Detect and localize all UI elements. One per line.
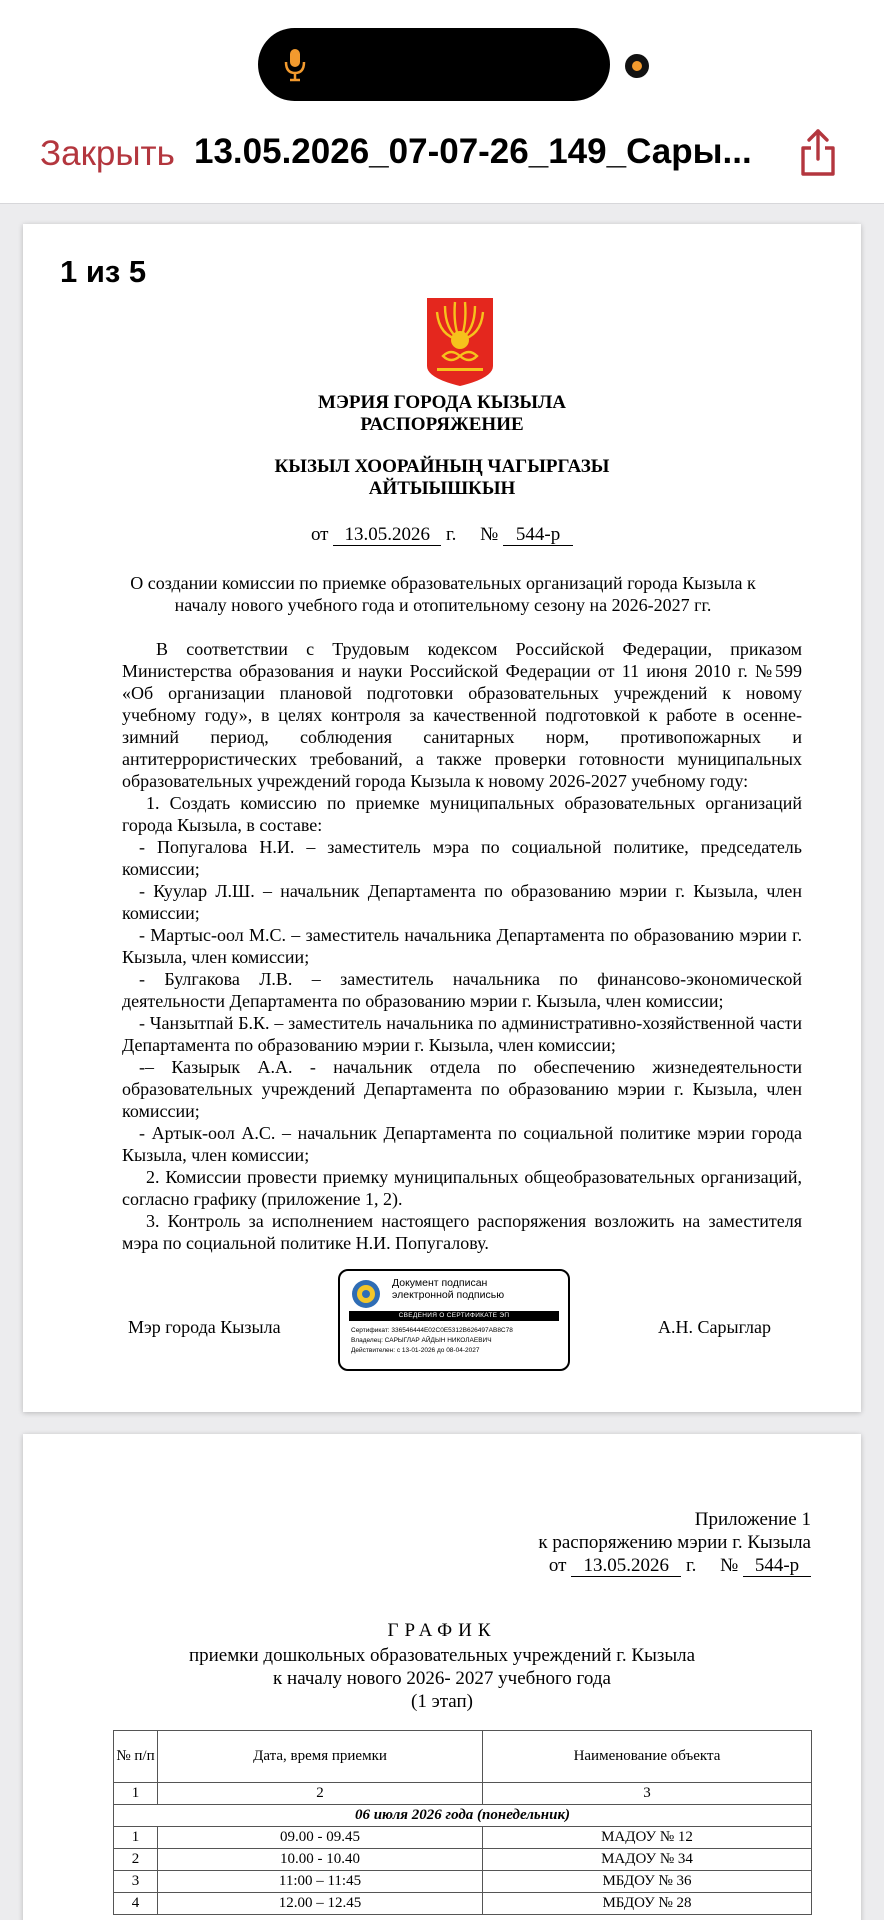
- esig-validity: Действителен: с 13-01-2026 до 08-04-2027: [351, 1347, 480, 1354]
- preamble-paragraph: В соответствии с Трудовым кодексом Российской Федерации, приказом Министерства образования и науки Российской Федерации от 11 июня 2010 г. №599 «Об организации плановой подготовки образовательных учреждений к новому учебному году», в целях контроля за качественной подготовкой к работе в осенне-зимний период, соблюдения санитарных норм, противопожарных и антитеррористических требований, а также проверки готовности муниципальных образовательных учреждений города Кызыла к новому 2026-2027 учебному году:: [122, 639, 802, 791]
- appendix-date: 13.05.2026: [571, 1556, 681, 1577]
- table-colnum-row: 1 2 3: [114, 1783, 812, 1805]
- date-number-line: [23, 524, 861, 546]
- table-header-row: [114, 1731, 812, 1783]
- issuer-heading-tuvan: [23, 456, 861, 500]
- signer-title: Мэр города Кызыла: [128, 1317, 281, 1337]
- order-item: 3. Контроль за исполнением настоящего распоряжения возложить на заместителя мэра по социальной политике Н.И. Попугалову.: [122, 1211, 802, 1253]
- esig-band: СВЕДЕНИЯ О СЕРТИФИКАТЕ ЭП: [349, 1311, 559, 1321]
- esig-title: Документ подписан электронной подписью: [392, 1277, 505, 1301]
- esig-certificate: Сертификат: 336546444E02C0E5312B626497AB8C78: [351, 1327, 513, 1334]
- document-title: 13.05.2026_07-07-26_149_Сары...: [194, 132, 752, 171]
- electronic-signature-stamp: [338, 1269, 570, 1371]
- order-subject: О создании комиссии по приемке образовательных организаций города Кызыла к началу нового учебного года и отопительному сезону на 2026-2027 гг.: [130, 573, 756, 615]
- appendix-reference: к распоряжению мэрии г. Кызыла: [538, 1532, 811, 1553]
- document-page-1[interactable]: [23, 224, 861, 1412]
- schedule-title: ГРАФИК: [387, 1620, 497, 1641]
- member-item: - Куулар Л.Ш. – начальник Департамента по образованию мэрии г. Кызыла, член комиссии;: [122, 881, 802, 923]
- member-item: - Булгакова Л.В. – заместитель начальника по финансово-экономической деятельности Департамента по образованию мэрии г. Кызыла, член комиссии;: [122, 969, 802, 1011]
- number-prefix: №: [480, 524, 499, 545]
- member-item: - Мартыс-оол М.С. – заместитель начальника Департамента по образованию мэрии г. Кызыла, член комиссии;: [122, 925, 802, 967]
- schedule-table: [113, 1730, 812, 1915]
- appendix-number: 544-р: [743, 1556, 811, 1577]
- share-icon[interactable]: [798, 128, 838, 178]
- org-name-tuvan: КЫЗЫЛ ХООРАЙНЫҢ ЧАГЫРГАЗЫ: [274, 456, 610, 477]
- member-item: -– Казырык А.А. - начальник отдела по обеспечению жизнедеятельности образовательных учреждений Департамента по образованию мэрии г. Кызыла, член комиссии;: [122, 1057, 802, 1121]
- order-body: [122, 638, 802, 1254]
- city-emblem-icon: [425, 296, 495, 388]
- col-header-number: № п/п: [114, 1731, 158, 1783]
- page-counter: 1 из 5: [60, 254, 147, 289]
- member-item: - Артык-оол А.С. – начальник Департамента по социальной политике мэрии города Кызыла, член комиссии;: [122, 1123, 802, 1165]
- order-item: 1. Создать комиссию по приемке муниципальных образовательных организаций города Кызыла, в составе:: [122, 793, 802, 835]
- member-item: - Попугалова Н.И. – заместитель мэра по социальной политике, председатель комиссии;: [122, 837, 802, 879]
- microphone-icon: [284, 48, 306, 82]
- viewer-toolbar: [0, 0, 884, 204]
- col-header-object: Наименование объекта: [483, 1731, 812, 1783]
- table-row: 3 11:00 – 11:45 МБДОУ № 36: [114, 1871, 812, 1893]
- col-header-date: Дата, время приемки: [158, 1731, 483, 1783]
- date-suffix: г.: [446, 524, 457, 545]
- appendix-header: [538, 1508, 811, 1577]
- table-day-row: 06 июля 2026 года (понедельник): [114, 1805, 812, 1827]
- schedule-subtitle: приемки дошкольных образовательных учреждений г. Кызыла к началу нового 2026- 2027 учебного года (1 этап): [188, 1645, 696, 1712]
- signer-name: А.Н. Сарыглар: [658, 1317, 772, 1337]
- republic-emblem-icon: [351, 1278, 381, 1310]
- table-row: 2 10.00 - 10.40 МАДОУ № 34: [114, 1849, 812, 1871]
- date-prefix: от: [310, 524, 329, 545]
- dynamic-island: [258, 28, 610, 101]
- appendix-date-line: от 13.05.2026 г. № 544-р: [538, 1554, 811, 1577]
- order-item: 2. Комиссии провести приемку муниципальных общеобразовательных организаций, согласно графику (приложение 1, 2).: [122, 1167, 802, 1209]
- member-item: - Чанзытпай Б.К. – заместитель начальника по административно-хозяйственной части Департамента по образованию мэрии г. Кызыла, член комиссии;: [122, 1013, 802, 1055]
- esig-owner: Владелец: САРЫГЛАР АЙДЫН НИКОЛАЕВИЧ: [351, 1337, 492, 1344]
- table-row: 1 09.00 - 09.45 МАДОУ № 12: [114, 1827, 812, 1849]
- recording-indicator-icon: [625, 54, 649, 78]
- order-date: 13.05.2026: [333, 525, 441, 546]
- issuer-heading: [23, 392, 861, 436]
- org-name: МЭРИЯ ГОРОДА КЫЗЫЛА: [318, 392, 566, 413]
- doc-type-tuvan: АЙТЫЫШКЫН: [368, 478, 516, 499]
- document-page-2[interactable]: [23, 1434, 861, 1920]
- table-row: 4 12.00 – 12.45 МБДОУ № 28: [114, 1893, 812, 1915]
- appendix-label: Приложение 1: [694, 1509, 811, 1530]
- close-button[interactable]: Закрыть: [40, 134, 175, 173]
- order-number: 544-р: [503, 525, 573, 546]
- doc-type: РАСПОРЯЖЕНИЕ: [360, 414, 524, 435]
